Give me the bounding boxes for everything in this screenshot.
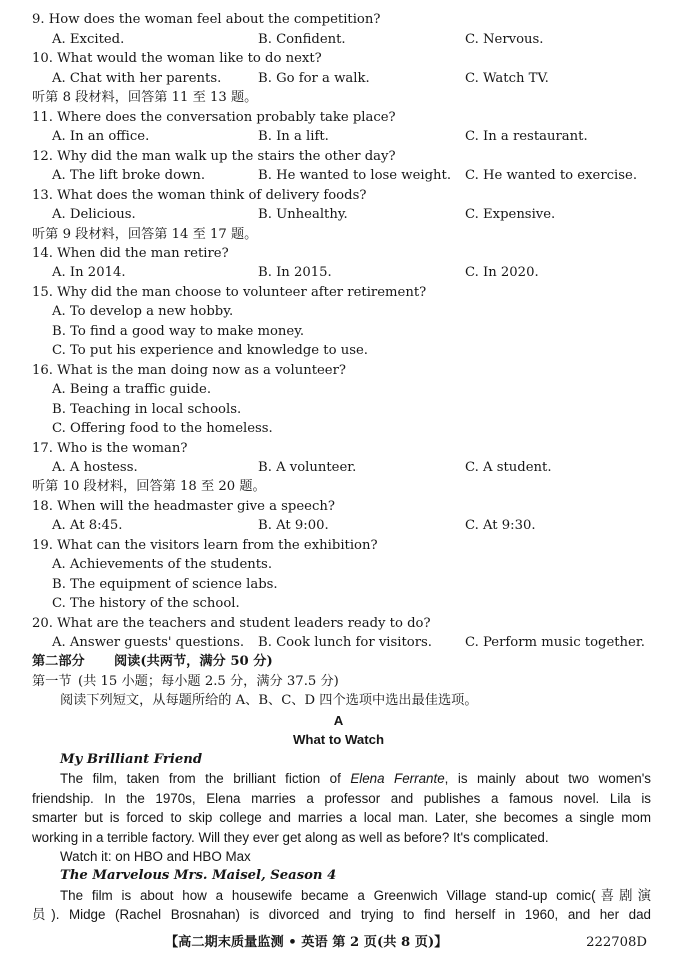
passage-letter: A bbox=[333, 713, 344, 728]
option-a[interactable]: A. In an office. bbox=[52, 129, 150, 144]
film-2-line-1: The film is about how a housewife became a Greenwich Village stand-up comic(喜剧演 bbox=[60, 888, 651, 903]
options-11 bbox=[32, 127, 651, 146]
section-10-instruction: 听第 10 段材料，回答第 18 至 20 题。 bbox=[32, 479, 266, 494]
question-text: 14. When did the man retire? bbox=[32, 246, 229, 261]
film-2-title: The Marvelous Mrs. Maisel, Season 4 bbox=[60, 868, 337, 883]
question-text: 15. Why did the man choose to volunteer after retirement? bbox=[32, 285, 427, 300]
question-16 bbox=[32, 361, 651, 380]
question-15 bbox=[32, 283, 651, 302]
option-c[interactable]: C. Watch TV. bbox=[465, 71, 549, 86]
section-1-heading bbox=[32, 672, 651, 691]
option-a[interactable]: A. At 8:45. bbox=[52, 518, 123, 533]
question-text: 10. What would the woman like to do next? bbox=[32, 51, 322, 66]
option-a[interactable]: A. Achievements of the students. bbox=[52, 557, 273, 572]
question-10 bbox=[32, 49, 651, 68]
option-c[interactable]: C. In a restaurant. bbox=[465, 129, 588, 144]
option-b[interactable]: B. The equipment of science labs. bbox=[52, 577, 278, 592]
question-20 bbox=[32, 614, 651, 633]
option-b[interactable]: B. Cook lunch for visitors. bbox=[258, 635, 432, 650]
question-text: 11. Where does the conversation probably take place? bbox=[32, 110, 396, 125]
question-12 bbox=[32, 147, 651, 166]
option-a[interactable]: A. Being a traffic guide. bbox=[52, 382, 212, 397]
option-a[interactable]: A. In 2014. bbox=[52, 265, 126, 280]
option-b[interactable]: B. He wanted to lose weight. bbox=[258, 168, 452, 183]
option-b[interactable]: B. To find a good way to make money. bbox=[52, 324, 305, 339]
section-1-label: 第一节 bbox=[32, 674, 72, 689]
option-a[interactable]: A. Chat with her parents. bbox=[52, 71, 222, 86]
question-text: 20. What are the teachers and student leaders ready to do? bbox=[32, 616, 431, 631]
options-20 bbox=[32, 633, 651, 652]
option-c[interactable]: C. At 9:30. bbox=[465, 518, 536, 533]
part-2-heading bbox=[32, 652, 651, 671]
option-b[interactable]: B. A volunteer. bbox=[258, 460, 357, 475]
question-18 bbox=[32, 497, 651, 516]
options-12 bbox=[32, 166, 651, 185]
option-b[interactable]: B. At 9:00. bbox=[258, 518, 329, 533]
text-fragment: , is mainly about two women's bbox=[444, 771, 652, 786]
question-9 bbox=[32, 10, 651, 29]
question-text: 17. Who is the woman? bbox=[32, 441, 188, 456]
options-13 bbox=[32, 205, 651, 224]
film-1-line-2: friendship. In the 1970s, Elena marries a professor and publishes a famous novel. Lila is bbox=[32, 791, 651, 806]
option-b[interactable]: B. In 2015. bbox=[258, 265, 332, 280]
section-8-instruction: 听第 8 段材料，回答第 11 至 13 题。 bbox=[32, 90, 258, 105]
footer-title: 【高二期末质量监测 • 英语 第 2 页(共 8 页)】 bbox=[165, 935, 448, 950]
question-text: 9. How does the woman feel about the competition? bbox=[32, 12, 381, 27]
question-text: 18. When will the headmaster give a speech? bbox=[32, 499, 335, 514]
text-fragment: The film, taken from the brilliant fiction of bbox=[60, 771, 351, 786]
options-17 bbox=[32, 458, 651, 477]
film-2-line-2: 员). Midge (Rachel Brosnahan) is divorced and trying to find herself in 1960, and her dad bbox=[32, 907, 651, 922]
option-c[interactable]: C. A student. bbox=[465, 460, 552, 475]
question-13 bbox=[32, 186, 651, 205]
options-10 bbox=[32, 69, 651, 88]
options-18 bbox=[32, 516, 651, 535]
option-b[interactable]: B. Unhealthy. bbox=[258, 207, 348, 222]
option-b[interactable]: B. Go for a walk. bbox=[258, 71, 370, 86]
author-name: Elena Ferrante bbox=[350, 771, 445, 786]
question-text: 13. What does the woman think of delivery foods? bbox=[32, 188, 367, 203]
film-1-line-4: working in a terrible factory. Will they ever get along as well as before? It's complicated. bbox=[32, 830, 549, 845]
question-14 bbox=[32, 244, 651, 263]
option-c[interactable]: C. Offering food to the homeless. bbox=[52, 421, 273, 436]
passage-title: What to Watch bbox=[292, 732, 385, 747]
option-a[interactable]: A. Excited. bbox=[52, 32, 125, 47]
option-c[interactable]: C. The history of the school. bbox=[52, 596, 240, 611]
question-19 bbox=[32, 536, 651, 555]
option-c[interactable]: C. Expensive. bbox=[465, 207, 556, 222]
film-1-title: My Brilliant Friend bbox=[60, 752, 203, 767]
options-14 bbox=[32, 263, 651, 282]
option-b[interactable]: B. Confident. bbox=[258, 32, 346, 47]
question-11 bbox=[32, 108, 651, 127]
option-b[interactable]: B. Teaching in local schools. bbox=[52, 402, 242, 417]
option-c[interactable]: C. Perform music together. bbox=[465, 635, 645, 650]
section-1-detail: (共 15 小题；每小题 2.5 分，满分 37.5 分) bbox=[78, 674, 339, 689]
option-a[interactable]: A. Answer guests' questions. bbox=[52, 635, 245, 650]
section-9-instruction: 听第 9 段材料，回答第 14 至 17 题。 bbox=[32, 227, 258, 242]
footer-code: 222708D bbox=[586, 935, 647, 950]
question-17 bbox=[32, 439, 651, 458]
option-a[interactable]: A. Delicious. bbox=[52, 207, 136, 222]
question-text: 16. What is the man doing now as a volunteer? bbox=[32, 363, 346, 378]
film-1-watch: Watch it: on HBO and HBO Max bbox=[60, 849, 251, 864]
film-1-line-1 bbox=[32, 769, 651, 788]
option-c[interactable]: C. Nervous. bbox=[465, 32, 544, 47]
option-a[interactable]: A. The lift broke down. bbox=[52, 168, 206, 183]
film-1-line-3: smarter but is forced to skip college and marries a local man. Later, she becomes a single mom bbox=[32, 810, 651, 825]
page-footer bbox=[0, 932, 677, 954]
options-9 bbox=[32, 30, 651, 49]
question-text: 12. Why did the man walk up the stairs the other day? bbox=[32, 149, 396, 164]
reading-instruction: 阅读下列短文，从每题所给的 A、B、C、D 四个选项中选出最佳选项。 bbox=[60, 693, 478, 708]
question-text: 19. What can the visitors learn from the exhibition? bbox=[32, 538, 378, 553]
option-c[interactable]: C. In 2020. bbox=[465, 265, 539, 280]
option-c[interactable]: C. To put his experience and knowledge to use. bbox=[52, 343, 368, 358]
part-2-title: 阅读(共两节，满分 50 分) bbox=[114, 654, 273, 669]
option-b[interactable]: B. In a lift. bbox=[258, 129, 329, 144]
option-a[interactable]: A. A hostess. bbox=[52, 460, 138, 475]
option-a[interactable]: A. To develop a new hobby. bbox=[52, 304, 234, 319]
option-c[interactable]: C. He wanted to exercise. bbox=[465, 168, 638, 183]
part-2-label: 第二部分 bbox=[32, 654, 85, 669]
